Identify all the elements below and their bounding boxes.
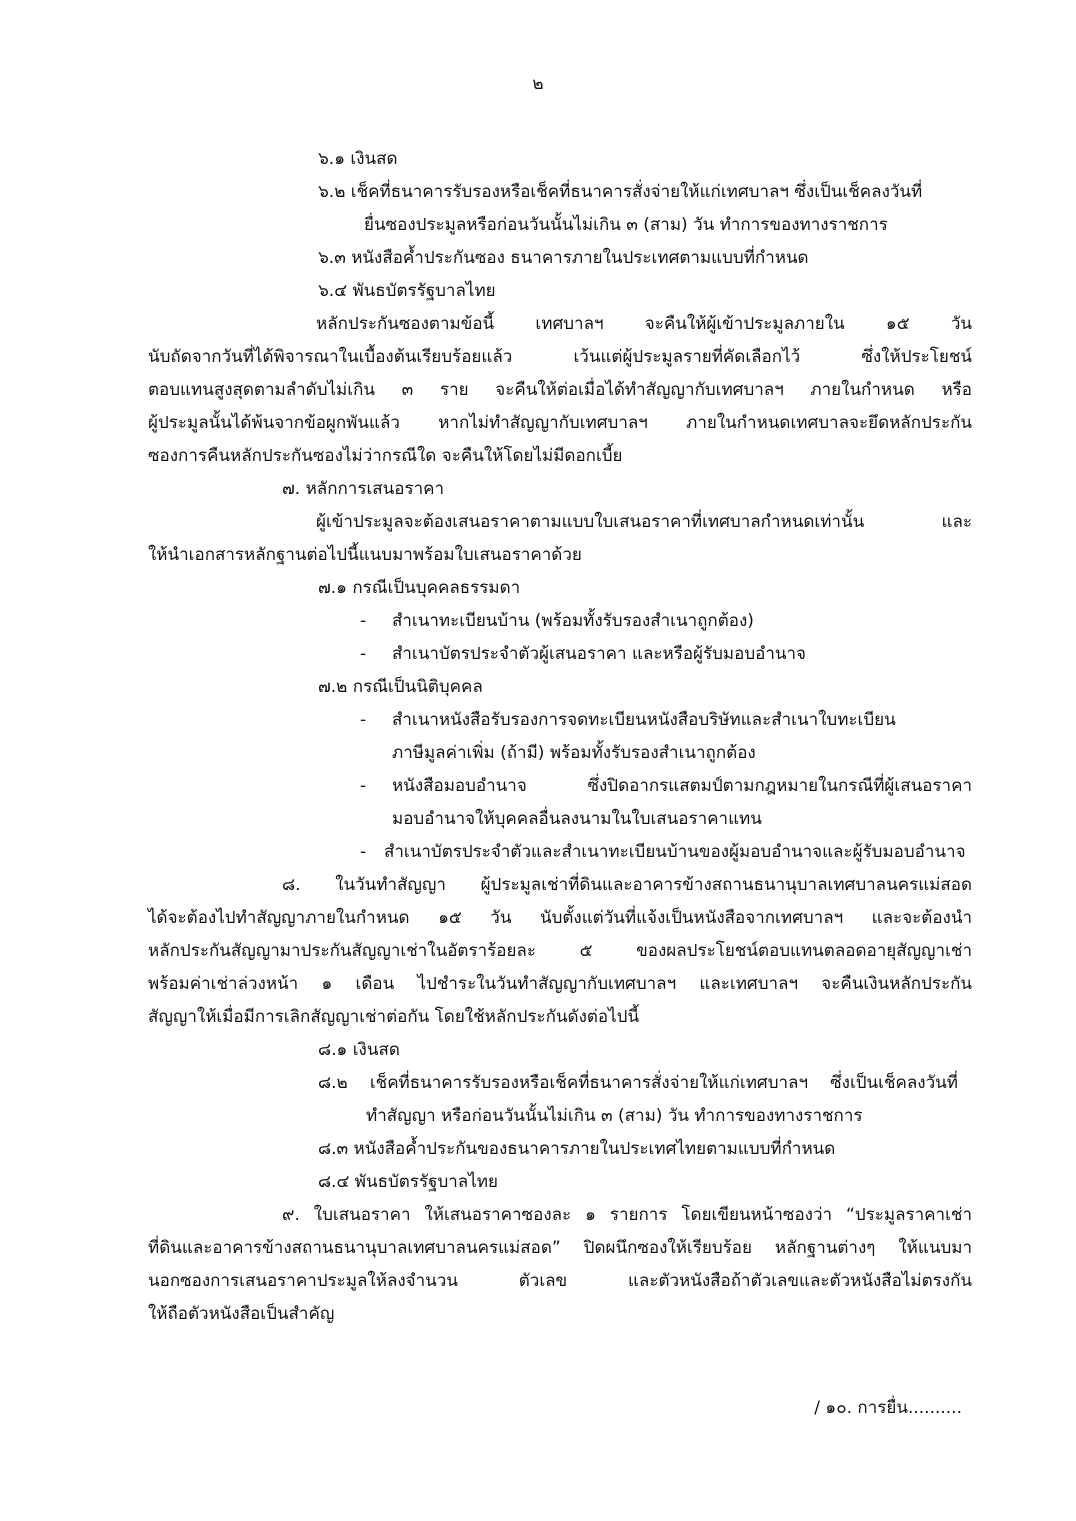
clause-7-1: ๗.๑ กรณีเป็นบุคคลธรรมดา — [318, 578, 521, 598]
page-number: ๒ — [532, 74, 544, 94]
paragraph-6-line-3: ตอบแทนสูงสุดตามลำดับไม่เกิน ๓ ราย จะคืนให้ต่อเมื่อได้ทำสัญญากับเทศบาลฯ ภายในกำหนด หรือ — [148, 380, 972, 400]
paragraph-8-line-3: หลักประกันสัญญามาประกันสัญญาเช่าในอัตราร้อยละ ๕ ของผลประโยชน์ตอบแทนตลอดอายุสัญญาเช่า — [148, 941, 972, 961]
paragraph-7-line-1: ผู้เข้าประมูลจะต้องเสนอราคาตามแบบใบเสนอราคาที่เทศบาลกำหนดเท่านั้น และ — [316, 512, 972, 532]
paragraph-8-line-2: ได้จะต้องไปทำสัญญาภายในกำหนด ๑๕ วัน นับตั้งแต่วันที่แจ้งเป็นหนังสือจากเทศบาลฯ และจะต้องนำ — [148, 908, 972, 928]
paragraph-9-line-1: ๙. ใบเสนอราคา ให้เสนอราคาซองละ ๑ รายการ โดยเขียนหน้าซองว่า “ประมูลราคาเช่า — [282, 1205, 972, 1225]
bullet-dash: - — [360, 611, 367, 631]
paragraph-6-line-1: หลักประกันซองตามข้อนี้ เทศบาลฯ จะคืนให้ผู้เข้าประมูลภายใน ๑๕ วัน — [316, 314, 972, 334]
clause-8-3: ๘.๓ หนังสือค้ำประกันของธนาคารภายในประเทศไทยตามแบบที่กำหนด — [318, 1139, 836, 1159]
clause-6-2: ๖.๒ เช็คที่ธนาคารรับรองหรือเช็คที่ธนาคารสั่งจ่ายให้แก่เทศบาลฯ ซึ่งเป็นเช็คลงวันที่ — [318, 182, 923, 202]
clause-6-2-cont: ยื่นซองประมูลหรือก่อนวันนั้นไม่เกิน ๓ (สาม) วัน ทำการของทางราชการ — [364, 215, 888, 235]
clause-8-1: ๘.๑ เงินสด — [318, 1040, 400, 1060]
bullet-dash: - — [360, 644, 367, 664]
item-7-2-a: สำเนาหนังสือรับรองการจดทะเบียนหนังสือบริษัทและสำเนาใบทะเบียน — [392, 710, 896, 730]
heading-7: ๗. หลักการเสนอราคา — [282, 479, 445, 499]
clause-6-4: ๖.๔ พันธบัตรรัฐบาลไทย — [318, 281, 496, 301]
clause-8-4: ๘.๔ พันธบัตรรัฐบาลไทย — [318, 1172, 498, 1192]
paragraph-6-line-4: ผู้ประมูลนั้นได้พ้นจากข้อผูกพันแล้ว หากไม่ทำสัญญากับเทศบาลฯ ภายในกำหนดเทศบาลจะยึดหลักประกัน — [148, 413, 972, 433]
paragraph-8-line-1: ๘. ในวันทำสัญญา ผู้ประมูลเช่าที่ดินและอาคารข้างสถานธนานุบาลเทศบาลนครแม่สอด — [282, 875, 972, 895]
clause-8-2: ๘.๒ เช็คที่ธนาคารรับรองหรือเช็คที่ธนาคารสั่งจ่ายให้แก่เทศบาลฯ ซึ่งเป็นเช็คลงวันที่ — [318, 1073, 958, 1093]
bullet-dash: - — [360, 776, 367, 796]
paragraph-6-line-5: ซองการคืนหลักประกันซองไม่ว่ากรณีใด จะคืนให้โดยไม่มีดอกเบี้ย — [148, 446, 623, 466]
item-7-1-b: สำเนาบัตรประจำตัวผู้เสนอราคา และหรือผู้รับมอบอำนาจ — [392, 644, 807, 664]
clause-7-2: ๗.๒ กรณีเป็นนิติบุคคล — [318, 677, 483, 697]
item-7-2-a-cont: ภาษีมูลค่าเพิ่ม (ถ้ามี) พร้อมทั้งรับรองสำเนาถูกต้อง — [392, 743, 756, 763]
continuation-note: / ๑๐. การยื่น.......... — [814, 1398, 962, 1418]
bullet-dash: - — [360, 710, 367, 730]
item-7-2-b: หนังสือมอบอำนาจ ซึ่งปิดอากรแสตมป์ตามกฎหมายในกรณีที่ผู้เสนอราคา — [392, 776, 972, 796]
clause-6-1: ๖.๑ เงินสด — [318, 149, 398, 169]
paragraph-9-line-3: นอกซองการเสนอราคาประมูลให้ลงจำนวน ตัวเลข และตัวหนังสือถ้าตัวเลขและตัวหนังสือไม่ตรงกัน — [148, 1271, 972, 1291]
paragraph-8-line-5: สัญญาให้เมื่อมีการเลิกสัญญาเช่าต่อกัน โดยใช้หลักประกันดังต่อไปนี้ — [148, 1007, 640, 1027]
paragraph-8-line-4: พร้อมค่าเช่าล่วงหน้า ๑ เดือน ไปชำระในวันทำสัญญากับเทศบาลฯ และเทศบาลฯ จะคืนเงินหลักประกัน — [148, 974, 972, 994]
item-7-2-c: สำเนาบัตรประจำตัวและสำเนาทะเบียนบ้านของผู้มอบอำนาจและผู้รับมอบอำนาจ — [384, 842, 966, 862]
clause-8-2-cont: ทำสัญญา หรือก่อนวันนั้นไม่เกิน ๓ (สาม) วัน ทำการของทางราชการ — [366, 1106, 863, 1126]
item-7-1-a: สำเนาทะเบียนบ้าน (พร้อมทั้งรับรองสำเนาถูกต้อง) — [392, 611, 754, 631]
bullet-dash: - — [360, 842, 367, 862]
paragraph-9-line-2: ที่ดินและอาคารข้างสถานธนานุบาลเทศบาลนครแม่สอด” ปิดผนึกซองให้เรียบร้อย หลักฐานต่างๆ ให้แนบมา — [148, 1238, 972, 1258]
item-7-2-b-cont: มอบอำนาจให้บุคคลอื่นลงนามในใบเสนอราคาแทน — [392, 809, 762, 829]
clause-6-3: ๖.๓ หนังสือค้ำประกันซอง ธนาคารภายในประเทศตามแบบที่กำหนด — [318, 248, 809, 268]
paragraph-7-line-2: ให้นำเอกสารหลักฐานต่อไปนี้แนบมาพร้อมใบเสนอราคาด้วย — [148, 545, 582, 565]
paragraph-9-line-4: ให้ถือตัวหนังสือเป็นสำคัญ — [148, 1304, 335, 1324]
paragraph-6-line-2: นับถัดจากวันที่ได้พิจารณาในเบื้องต้นเรียบร้อยแล้ว เว้นแต่ผู้ประมูลรายที่คัดเลือกไว้ ซึ่งให้ประโยชน์ — [148, 347, 972, 367]
